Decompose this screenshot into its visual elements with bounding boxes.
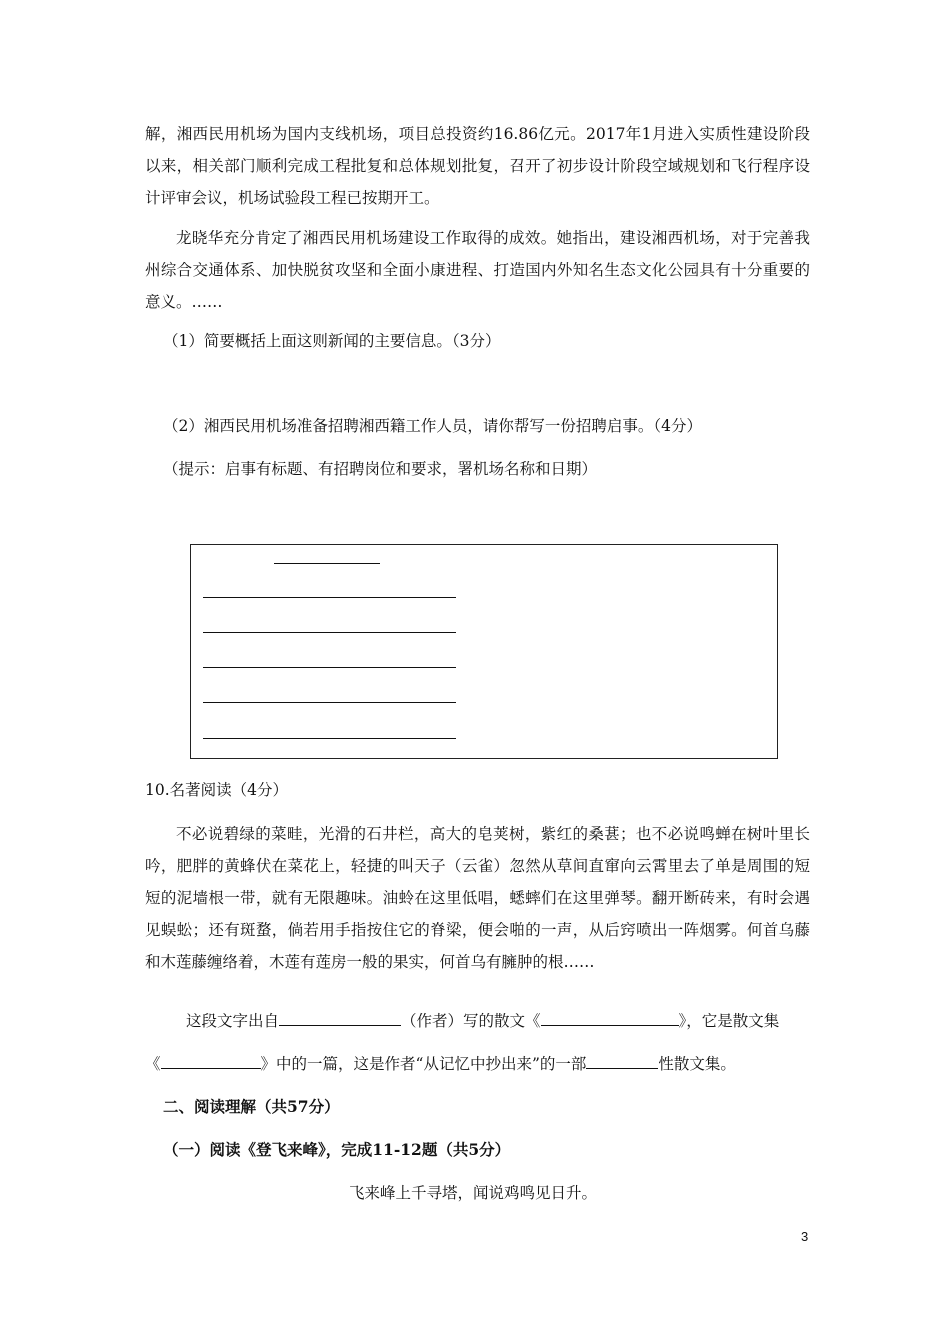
section-2-heading: 二、阅读理解（共57分） [163, 1097, 340, 1116]
fill-text-3: 》，它是散文集 [678, 1012, 780, 1031]
question-10-fill-line-1 [186, 1008, 779, 1031]
collection-title-blank[interactable] [161, 1051, 261, 1069]
answer-line-2[interactable] [203, 632, 456, 633]
essay-title-blank[interactable] [541, 1008, 679, 1026]
fill-text-2: （作者）写的散文《 [401, 1012, 541, 1031]
answer-line-3[interactable] [203, 667, 456, 668]
question-10-passage: 不必说碧绿的菜畦，光滑的石井栏，高大的皂荚树，紫红的桑葚；也不必说鸣蝉在树叶里长吟，肥胖的黄蜂伏在菜花上，轻捷的叫天子（云雀）忽然从草间直窜向云霄里去了单是周围的短短的泥墙根一带，就有无限趣味。油蛉在这里低唱，蟋蟀们在这里弹琴。翻开断砖来，有时会遇见蜈蚣；还有斑蝥，倘若用手指按住它的脊梁，便会啪的一声，从后窍喷出一阵烟雾。何首乌藤和木莲藤缠络着，木莲有莲房一般的果实，何首乌有臃肿的根…… [145, 825, 810, 971]
subsection-1-heading: （一）阅读《登飞来峰》，完成11-12题（共5分） [163, 1140, 511, 1159]
author-blank[interactable] [279, 1008, 401, 1026]
fill-text-5: 》中的一篇，这是作者“从记忆中抄出来”的一部 [260, 1055, 587, 1074]
fill-text-1: 这段文字出自 [186, 1012, 280, 1031]
question-1: （1）简要概括上面这则新闻的主要信息。（3分） [163, 332, 501, 350]
news-paragraph-1: 解，湘西民用机场为国内支线机场，项目总投资约16.86亿元。2017年1月进入实质性建设阶段以来，相关部门顺利完成工程批复和总体规划批复，召开了初步设计阶段空域规划和飞行程序设计评审会议，机场试验段工程已按期开工。 [145, 125, 810, 207]
title-blank-line[interactable] [274, 563, 380, 564]
answer-line-5[interactable] [203, 738, 456, 739]
fill-text-4: 《 [145, 1055, 161, 1074]
question-10-title: 10.名著阅读（4分） [145, 781, 289, 799]
answer-line-1[interactable] [203, 597, 456, 598]
poem-line-1: 飞来峰上千寻塔，闻说鸡鸣见日升。 [349, 1184, 598, 1202]
question-2: （2）湘西民用机场准备招聘湘西籍工作人员，请你帮写一份招聘启事。（4分） [163, 417, 702, 435]
answer-box [190, 544, 778, 759]
fill-text-6: 性散文集。 [658, 1055, 736, 1074]
genre-blank[interactable] [586, 1051, 658, 1069]
news-paragraph-2: 龙晓华充分肯定了湘西民用机场建设工作取得的成效。她指出，建设湘西机场，对于完善我州综合交通体系、加快脱贫攻坚和全面小康进程、打造国内外知名生态文化公园具有十分重要的意义。…… [145, 229, 810, 311]
question-10-fill-line-2 [145, 1051, 736, 1074]
answer-line-4[interactable] [203, 702, 456, 703]
page-number: 3 [801, 1229, 809, 1244]
question-2-hint: （提示：启事有标题、有招聘岗位和要求，署机场名称和日期） [163, 460, 598, 478]
